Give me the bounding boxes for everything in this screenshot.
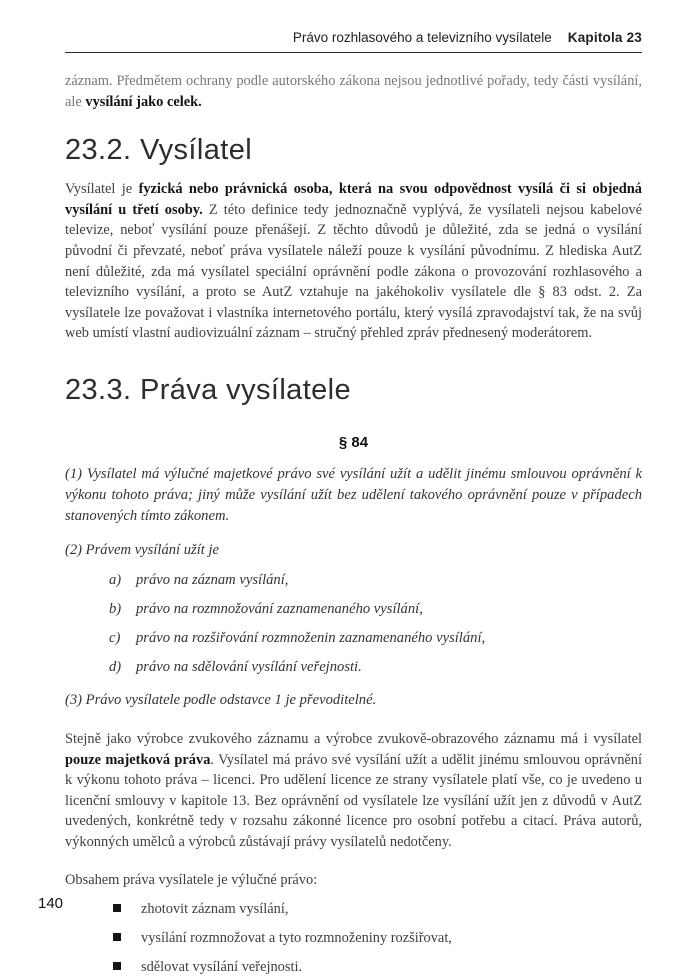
statute-list-item [109, 599, 642, 619]
paragraph-bold-text: fyzická nebo právnická osoba, která na svou odpovědnost vysílá či si objedná vysílání u třetí osoby. [65, 181, 642, 218]
statute-list-item [109, 570, 642, 590]
section-heading-23-2: 23.2. Vysílatel [65, 134, 253, 167]
item-label: a) [109, 571, 122, 588]
statute-paragraph-1: (1) Vysílatel má výlučné majetkové právo své vysílání užít a udělit jinému smlouvou oprávnění k výkonu tohoto práva; jiný může vysílání užít bez udělení takového oprávnění pouze v případech stanovených tímto zákonem. [65, 465, 642, 524]
paragraph-post-text: . Vysílatel má právo své vysílání užít a udělit jinému smlouvou oprávnění k výkonu tohoto práva – licenci. Pro udělení licence ze strany vysílatele platí vše, co je uvedeno u licenční smlouvy v kapitole 13. Bez oprávnění od vysílatele lze vysílání užít jen z důvodů v AutZ uvedených, konkrétně tedy v rozsahu zákonné licence pro osobní potřebu a citací. Práva autorů, výkonných umělců a výrobců zůstávají právy vysílatelů nedotčeny. [65, 751, 642, 850]
bullet-item [113, 928, 642, 948]
square-bullet-icon [113, 904, 121, 912]
page-number: 140 [38, 895, 64, 912]
bullet-item [113, 899, 642, 919]
running-header [65, 30, 642, 52]
statute-number: § 84 [338, 433, 369, 451]
intro-paragraph [65, 71, 642, 112]
item-label: c) [109, 629, 121, 646]
statute-paragraph-2-intro: (2) Právem vysílání užít je [65, 541, 220, 558]
intro-regular-text: záznam. Předmětem ochrany podle autorského zákona nejsou jednotlivé pořady, tedy části vysílání, ale [65, 73, 642, 110]
statute-list-item [109, 657, 642, 677]
square-bullet-icon [113, 933, 121, 941]
paragraph-post-text: Z této definice tedy jednoznačně vyplývá, že vysílateli nejsou kabelové televize, neboť vysílání pouze přenášejí. Z těchto důvodů je důležité, zda se jedná o vysílání původní či převzaté, neboť práva vysílatele náleží pouze k vysílání původnímu. Z hlediska AutZ není důležité, zda má vysílatel speciální oprávnění podle zákona o provozování rozhlasového a televizního vysílání, a proto se AutZ vztahuje na jakéhokoliv vysílatele dle § 83 odst. 2. Za vysílatele lze považovat i vlastníka internetového portálu, který vysílá zpravodajství tak, že na svůj web umístí vlastní audiovizuální záznam – stručný přehled zpráv přednesený moderátorem. [65, 201, 642, 342]
running-title: Právo rozhlasového a televizního vysílatele [292, 30, 552, 45]
section-heading-23-3: 23.3. Práva vysílatele [65, 373, 352, 406]
bullet-text: vysílání rozmnožovat a tyto rozmnoženiny rozšiřovat, [141, 930, 452, 947]
bullet-text: sdělovat vysílání veřejnosti. [141, 959, 303, 976]
statute-letter-list [65, 570, 642, 677]
section-23-2-paragraph [65, 179, 642, 344]
chapter-label: Kapitola 23 [567, 30, 642, 45]
rights-bullet-list [65, 899, 642, 977]
header-rule [65, 52, 642, 53]
square-bullet-icon [113, 962, 121, 970]
paragraph-pre-text: Stejně jako výrobce zvukového záznamu a výrobce zvukově-obrazového záznamu má i vysílatel [65, 730, 642, 747]
item-text: právo na sdělování vysílání veřejnosti. [136, 658, 362, 675]
item-label: b) [109, 600, 122, 617]
rights-intro: Obsahem práva vysílatele je výlučné právo: [65, 871, 318, 888]
item-text: právo na záznam vysílání, [136, 571, 289, 588]
item-label: d) [109, 658, 122, 675]
item-text: právo na rozmnožování zaznamenaného vysílání, [136, 600, 423, 617]
item-text: právo na rozšiřování rozmnoženin zaznamenaného vysílání, [136, 629, 486, 646]
intro-bold-text: vysílání jako celek. [85, 93, 202, 110]
statute-paragraph-3: (3) Právo vysílatele podle odstavce 1 je převoditelné. [65, 691, 377, 708]
bullet-item [113, 957, 642, 977]
paragraph-bold-text: pouze majetková práva [65, 751, 211, 768]
bullet-text: zhotovit záznam vysílání, [141, 901, 289, 918]
statute-list-item [109, 628, 642, 648]
paragraph-pre-text: Vysílatel je [65, 181, 139, 198]
section-23-3-paragraph [65, 729, 642, 853]
